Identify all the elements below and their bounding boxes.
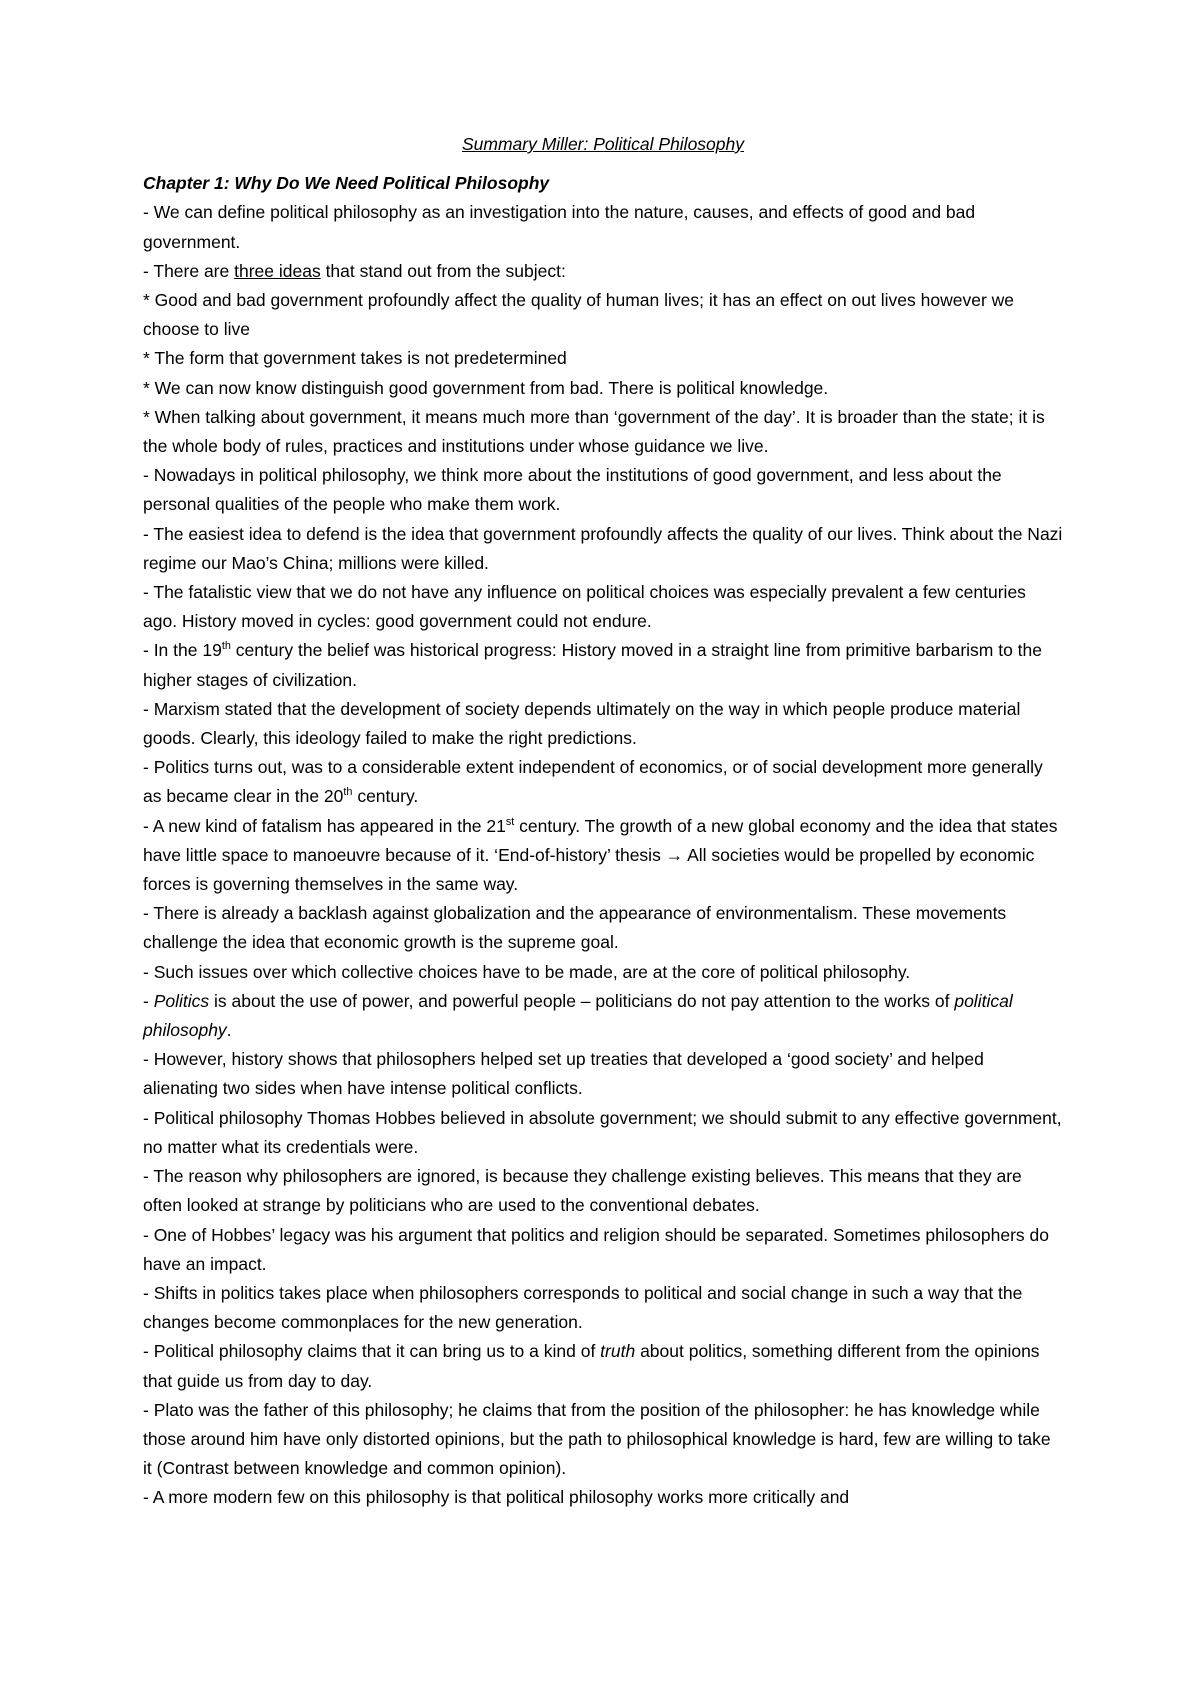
paragraph-text: century. The growth of a new global economy and the idea that states have little space to manoeuvre because of it. ‘End-of-history’ thesis → All societies would be propelled by economic forces is governing themselves in the same way. — [143, 815, 1058, 895]
paragraph — [143, 1337, 1063, 1395]
bullet-item: * When talking about government, it means much more than ‘government of the day’. It is broader than the state; it is the whole body of rules, practices and institutions under whose guidance we live. — [143, 406, 1045, 457]
paragraph — [143, 987, 1063, 1045]
paragraph — [143, 257, 1063, 286]
paragraph: - We can define political philosophy as an investigation into the nature, causes, and effects of good and bad government. — [143, 202, 976, 252]
paragraph: - Marxism stated that the development of society depends ultimately on the way in which people produce material goods. Clearly, this ideology failed to make the right predictions. — [143, 698, 1021, 749]
document-title: Summary Miller: Political Philosophy — [461, 134, 745, 154]
paragraph: - Such issues over which collective choices have to be made, are at the core of political philosophy. — [143, 961, 911, 982]
paragraph — [143, 812, 1063, 900]
paragraph: - Political philosophy Thomas Hobbes believed in absolute government; we should submit to any effective government, no matter what its credentials were. — [143, 1107, 1062, 1157]
bullet-item: * We can now know distinguish good government from bad. There is political knowledge. — [143, 377, 829, 398]
paragraph-text: that stand out from the subject: — [320, 260, 566, 281]
superscript: th — [343, 786, 353, 799]
paragraph-text: - Political philosophy claims that it can bring us to a kind of — [143, 1341, 601, 1362]
document-page — [143, 130, 1063, 1513]
paragraph-text: - Politics turns out, was to a considerable extent independent of economics, or of social development more generally as became clear in the 20 — [143, 757, 1043, 807]
paragraph: - A more modern few on this philosophy is that political philosophy works more critically and — [143, 1487, 850, 1508]
paragraph: - One of Hobbes’ legacy was his argument that politics and religion should be separated. Sometimes philosophers do have an impact. — [143, 1224, 1049, 1274]
paragraph-text: century the belief was historical progress: History moved in a straight line from primitive barbarism to the higher stages of civilization. — [143, 640, 1043, 690]
bullet-item: * Good and bad government profoundly affect the quality of human lives; it has an effect on out lives however we choose to live — [143, 290, 1015, 340]
paragraph-text: - — [143, 990, 154, 1011]
paragraph: - The reason why philosophers are ignored, is because they challenge existing believes. This means that they are often looked at strange by politicians who are used to the conventional debates. — [143, 1166, 1022, 1216]
paragraph-text: - A new kind of fatalism has appeared in the 21 — [143, 815, 506, 836]
italic-text: Politics — [153, 990, 210, 1011]
paragraph-text: - In the 19 — [143, 640, 222, 661]
paragraph-text: century. — [352, 786, 419, 807]
italic-text: political philosophy — [143, 990, 1013, 1041]
paragraph: - The easiest idea to defend is the idea that government profoundly affects the quality of our lives. Think about the Nazi regime our Mao’s China; millions were killed. — [143, 523, 1063, 573]
paragraph — [143, 753, 1063, 811]
paragraph-text: about politics, something different from the opinions that guide us from day to day. — [143, 1341, 1040, 1391]
superscript: th — [221, 640, 231, 653]
chapter-heading: Chapter 1: Why Do We Need Political Philosophy — [143, 173, 550, 194]
paragraph-text: is about the use of power, and powerful people – politicians do not pay attention to the works of — [209, 990, 955, 1011]
paragraph-text: - There are — [143, 260, 235, 281]
paragraph-text: . — [226, 1020, 232, 1041]
paragraph: - There is already a backlash against globalization and the appearance of environmentalism. These movements challenge the idea that economic growth is the supreme goal. — [143, 903, 1007, 953]
bullet-item: * The form that government takes is not predetermined — [143, 348, 567, 369]
paragraph: - Plato was the father of this philosophy; he claims that from the position of the philosopher: he has knowledge while those around him have only distorted opinions, but the path to philosophical knowledge is hard, few are willing to take it (Contrast between knowledge and common opinion). — [143, 1399, 1051, 1479]
underlined-text: three ideas — [234, 260, 321, 281]
paragraph — [143, 636, 1063, 694]
paragraph: - Shifts in politics takes place when philosophers corresponds to political and social change in such a way that the changes become commonplaces for the new generation. — [143, 1282, 1023, 1333]
italic-text: truth — [600, 1341, 636, 1362]
paragraph: - However, history shows that philosophers helped set up treaties that developed a ‘good society’ and helped alienating two sides when have intense political conflicts. — [143, 1049, 984, 1099]
paragraph: - The fatalistic view that we do not have any influence on political choices was especially prevalent a few centuries ago. History moved in cycles: good government could not endure. — [143, 582, 1026, 632]
superscript: st — [505, 815, 515, 828]
paragraph: - Nowadays in political philosophy, we think more about the institutions of good government, and less about the personal qualities of the people who make them work. — [143, 465, 1002, 515]
